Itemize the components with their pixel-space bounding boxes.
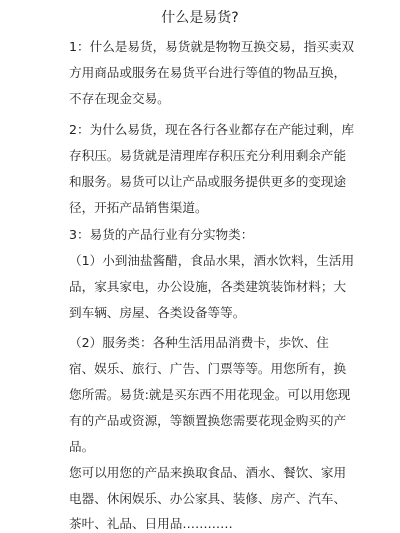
paragraph-line: 存积压。易货就是清理库存积压充分利用剩余产能 <box>69 148 347 163</box>
paragraph-line: 不存在现金交易。 <box>69 91 170 106</box>
paragraph-line: 您所需。易货:就是买东西不用花现金。可以用您现 <box>69 387 351 402</box>
paragraph-line: 宿、娱乐、旅行、广告、门票等等。用您所有，换 <box>69 361 347 376</box>
document-title: 什么是易货? <box>161 10 239 26</box>
paragraph-line: 电器、休闲娱乐、办公家具、装修、房产、汽车、 <box>69 491 347 506</box>
paragraph-line: 径，开拓产品销售渠道。 <box>69 200 208 215</box>
paragraph-line: 品，家具家电，办公设施，各类建筑装饰材料；大 <box>69 279 347 294</box>
paragraph-line: 到车辆、房屋、各类设备等等。 <box>69 305 246 320</box>
paragraph-line: （1）小到油盐酱醋，食品水果，酒水饮料，生活用 <box>69 253 355 268</box>
paragraph-line: 2：为什么易货，现在各行各业都存在产能过剩，库 <box>69 122 355 137</box>
paragraph-line: （2）服务类：各种生活用品消费卡，歩饮、住 <box>69 335 329 350</box>
paragraph-line: 和服务。易货可以让产品或服务提供更多的变现途 <box>69 174 347 189</box>
paragraph-line: 有的产品或资源，等额置换您需要花现金购买的产 <box>69 413 347 428</box>
paragraph-line: 方用商品或服务在易货平台进行等值的物品互换， <box>69 65 347 80</box>
paragraph-line: 茶叶、礼品、日用品………… <box>69 516 233 531</box>
paragraph-line: 您可以用您的产品来换取食品、酒水、餐饮、家用 <box>69 465 347 480</box>
paragraph-line: 3：易货的产品行业有分实物类： <box>69 227 254 242</box>
paragraph-line: 品。 <box>69 439 95 454</box>
paragraph-line: 1：什么是易货，易货就是物物互换交易，指买卖双 <box>69 39 355 54</box>
